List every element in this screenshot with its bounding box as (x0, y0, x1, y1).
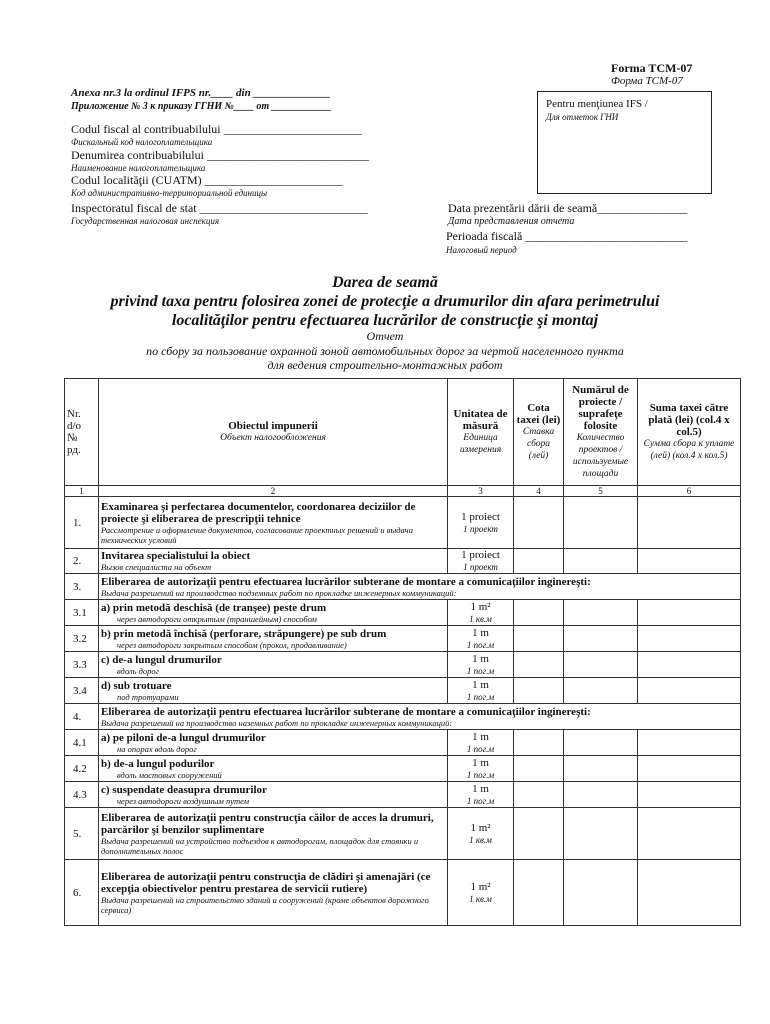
row-number: 3.4 (65, 678, 99, 704)
rate-cell[interactable] (514, 652, 564, 678)
row-object (99, 860, 448, 926)
row-unit-ro: 1 m (472, 782, 489, 795)
row-object (99, 574, 741, 600)
fiscal-period-label-ru: Налоговый период (446, 245, 517, 255)
row-unit-ro: 1 m² (470, 880, 491, 893)
col-header-object-ro: Obiectul impunerii (228, 420, 318, 432)
table-row (65, 549, 741, 574)
ifs-note-box[interactable] (537, 91, 712, 194)
row-object (99, 808, 448, 860)
rate-cell[interactable] (514, 678, 564, 704)
row-object-ro: Invitarea specialistului la obiect (101, 550, 251, 562)
table-row (65, 756, 741, 782)
doc-title-line2: privind taxa pentru folosirea zonei de protecţie a drumurilor din afara perimetrului (110, 293, 660, 310)
col-header-sum (638, 379, 741, 486)
col-number: 1 (65, 486, 99, 497)
row-unit-ru: 1 пог.м (466, 769, 495, 780)
row-unit-ro: 1 m (472, 678, 489, 691)
row-object-ro: Eliberarea de autorizaţii pentru efectuarea lucrărilor subterane de montare a comunicaţiilor inginereşti: (101, 575, 591, 588)
rate-cell[interactable] (514, 549, 564, 574)
doc-title-ru-line2: по сбору за пользование охранной зоной автомобильных дорог за чертой населенного пункта (146, 344, 624, 358)
col-header-object-ru: Объект налогообложения (220, 433, 326, 443)
form-code-ru: Форма TCM-07 (611, 75, 683, 87)
sum-cell[interactable] (638, 600, 741, 626)
row-object (99, 704, 741, 730)
count-cell[interactable] (564, 860, 638, 926)
table-row (65, 678, 741, 704)
row-object-ro: Eliberarea de autorizaţii pentru construcţia de clădiri şi amenajări (ce excepţia obiectivelor pentru prestarea de servicii rutiere) (101, 870, 431, 895)
table-row (65, 860, 741, 926)
rate-cell[interactable] (514, 600, 564, 626)
row-unit-ro: 1 m (472, 756, 489, 769)
row-object (99, 756, 448, 782)
row-object-ru: на опорах вдоль дорог (117, 743, 197, 754)
row-unit-ru: 1 кв.м (469, 834, 492, 845)
doc-title-line3: localităţilor pentru efectuarea lucrărilor de construcţie şi montaj (171, 312, 599, 329)
fiscal-code-label-ru: Фискальный код налогоплательщика (71, 137, 213, 147)
row-unit (448, 652, 514, 678)
row-unit-ru: 1 кв.м (469, 613, 492, 624)
annex-ro: Anexa nr.3 la ordinul IFPS nr.____ din ______________ (71, 87, 331, 99)
row-object-ru: через автодороги воздушным путем (117, 795, 250, 806)
row-object (99, 782, 448, 808)
col-header-sum-ru: Сумма сбора к уплате (лей) (кол.4 х кол.5) (643, 439, 735, 461)
row-object-ro: c) suspendate deasupra drumurilor (101, 783, 267, 796)
sum-cell[interactable] (638, 782, 741, 808)
row-object-ru: через автодороги открытым (траншейным) способом (117, 613, 317, 624)
row-object-ru: вдоль мостовых сооружений (117, 769, 222, 780)
doc-title-ru-line3: для ведения строительно-монтажных работ (267, 358, 503, 372)
row-object-ru: Выдача разрешений на устройство подъездов к автодорогам, площадок для стоянки и дополнительных полос (101, 835, 419, 856)
table-row (65, 626, 741, 652)
row-object-ru: Выдача разрешений на производство наземных работ по прокладке инженерных коммуникаций: (101, 717, 453, 728)
row-unit (448, 756, 514, 782)
fiscal-code-field[interactable]: Codul fiscal al contribuabilului _______________________ (71, 122, 362, 136)
col-header-unit-ro: Unitatea de măsură (453, 408, 508, 432)
rate-cell[interactable] (514, 860, 564, 926)
row-unit-ru: 1 кв.м (469, 893, 492, 904)
rate-cell[interactable] (514, 808, 564, 860)
rate-cell[interactable] (514, 626, 564, 652)
table-section-row (65, 704, 741, 730)
sum-cell[interactable] (638, 756, 741, 782)
row-object-ro: Eliberarea de autorizaţii pentru efectuarea lucrărilor subterane de montare a comunicaţiilor inginereşti: (101, 705, 591, 718)
row-unit-ru: 1 пог.м (466, 639, 495, 650)
row-object (99, 549, 448, 574)
row-number: 1. (65, 497, 99, 549)
row-number: 6. (65, 860, 99, 926)
row-number: 2. (65, 549, 99, 574)
row-object (99, 600, 448, 626)
row-object-ro: Examinarea şi perfectarea documentelor, coordonarea deciziilor de proiecte şi eliberarea de prescripţii tehnice (101, 500, 416, 525)
doc-title: Darea de seamă (332, 274, 438, 291)
col-header-count-ro: Numărul de proiecte / suprafeţe folosite (572, 384, 629, 432)
col-header-rate-ro: Cota taxei (lei) (516, 402, 561, 426)
row-object (99, 497, 448, 549)
col-number: 4 (514, 486, 564, 497)
table-row (65, 782, 741, 808)
row-number: 4.2 (65, 756, 99, 782)
count-cell[interactable] (564, 756, 638, 782)
annex-ru: Приложение № 3 к приказу ГГНИ №____ от ____________ (71, 101, 332, 112)
col-number-row (65, 486, 741, 497)
row-object-ro: a) pe piloni de-a lungul drumurilor (101, 731, 266, 744)
count-cell[interactable] (564, 782, 638, 808)
sum-cell[interactable] (638, 730, 741, 756)
row-number: 3.3 (65, 652, 99, 678)
row-unit (448, 730, 514, 756)
row-unit (448, 860, 514, 926)
row-object-ru: Вызов специалиста на объект (101, 562, 212, 572)
row-object-ro: c) de-a lungul drumurilor (101, 653, 222, 666)
table-section-row (65, 574, 741, 600)
row-object-ru: Выдача разрешений на строительство зданий и сооружений (кроме объектов дорожного сервиса) (101, 894, 429, 915)
col-number: 2 (99, 486, 448, 497)
row-unit-ru: 1 пог.м (466, 795, 495, 806)
col-header-nr (65, 379, 99, 486)
taxpayer-name-field[interactable]: Denumirea contribuabilului ___________________________ (71, 148, 369, 162)
row-number: 3.2 (65, 626, 99, 652)
count-cell[interactable] (564, 600, 638, 626)
taxpayer-name-label-ru: Наименование налогоплательщика (71, 163, 206, 173)
rate-cell[interactable] (514, 730, 564, 756)
row-object (99, 730, 448, 756)
col-number: 3 (448, 486, 514, 497)
rate-cell[interactable] (514, 782, 564, 808)
row-unit-ro: 1 m² (470, 600, 491, 613)
count-cell[interactable] (564, 549, 638, 574)
row-number: 3.1 (65, 600, 99, 626)
row-unit-ro: 1 m (472, 730, 489, 743)
col-number: 5 (564, 486, 638, 497)
row-object-ro: b) de-a lungul podurilor (101, 757, 215, 770)
row-unit-ro: 1 m² (470, 821, 491, 834)
row-object (99, 652, 448, 678)
rate-cell[interactable] (514, 497, 564, 549)
table-row (65, 600, 741, 626)
col-header-unit (448, 379, 514, 486)
sum-cell[interactable] (638, 652, 741, 678)
col-number: 6 (638, 486, 741, 497)
sum-cell[interactable] (638, 678, 741, 704)
row-object-ru: Рассмотрение и оформление документов, согласование проектных решений и выдача технических условий (101, 524, 413, 545)
row-unit (448, 600, 514, 626)
locality-code-field[interactable]: Codul localităţii (CUATM) _______________________ (71, 173, 343, 187)
row-unit (448, 497, 514, 549)
row-unit (448, 626, 514, 652)
count-cell[interactable] (564, 497, 638, 549)
row-number: 3. (65, 574, 99, 600)
table-row (65, 652, 741, 678)
ifs-note-label-ru: Для отметок ГНИ (546, 112, 619, 122)
row-unit-ro: 1 proiect (461, 510, 500, 523)
row-object (99, 626, 448, 652)
tax-table (64, 378, 741, 926)
table-row (65, 497, 741, 549)
sum-cell[interactable] (638, 626, 741, 652)
col-header-sum-ro: Suma taxei către plată (lei) (col.4 x col.5) (648, 402, 730, 438)
sum-cell[interactable] (638, 497, 741, 549)
sum-cell[interactable] (638, 549, 741, 574)
row-unit-ro: 1 m (472, 652, 489, 665)
row-number: 4. (65, 704, 99, 730)
col-header-count (564, 379, 638, 486)
row-object-ro: b) prin metodă închisă (perforare, străpungere) pe sub drum (101, 627, 387, 640)
row-object-ro: d) sub trotuare (101, 679, 172, 692)
row-object-ro: Eliberarea de autorizaţii pentru construcţia căilor de acces la drumuri, parcărilor şi benzilor suplimentare (101, 811, 434, 836)
tax-inspectorate-field[interactable]: Inspectoratul fiscal de stat ____________________________ (71, 201, 368, 215)
tax-inspectorate-label-ru: Государственная налоговая инспекция (71, 216, 220, 226)
rate-cell[interactable] (514, 756, 564, 782)
row-object-ro: a) prin metodă deschisă (de tranşee) peste drum (101, 601, 327, 614)
fiscal-period-field[interactable]: Perioada fiscală ___________________________ (446, 229, 688, 243)
row-unit-ro: 1 proiect (461, 549, 500, 561)
col-header-rate-ru: Ставка сбора (лей) (522, 427, 555, 461)
row-object-ru: Выдача разрешений на производство подземных работ по прокладке инженерных коммуникаций: (101, 587, 457, 598)
row-unit-ru: 1 пог.м (466, 665, 495, 676)
count-cell[interactable] (564, 626, 638, 652)
col-header-object (99, 379, 448, 486)
row-unit-ru: 1 пог.м (466, 691, 495, 702)
row-unit (448, 782, 514, 808)
row-number: 4.1 (65, 730, 99, 756)
count-cell[interactable] (564, 652, 638, 678)
col-header-rate (514, 379, 564, 486)
row-number: 4.3 (65, 782, 99, 808)
ifs-note-label: Pentru menţiunea IFS / (546, 98, 648, 110)
row-object (99, 678, 448, 704)
form-code: Forma TCM-07 (611, 61, 693, 75)
count-cell[interactable] (564, 808, 638, 860)
sum-cell[interactable] (638, 808, 741, 860)
locality-code-label-ru: Код административно-территориальной единицы (71, 188, 268, 198)
col-header-count-ru: Количество проектов / используемые площади (572, 433, 629, 479)
row-unit-ru: 1 проект (463, 562, 498, 572)
row-object-ru: вдоль дорог (117, 665, 159, 676)
row-unit-ro: 1 m (472, 626, 489, 639)
row-number: 5. (65, 808, 99, 860)
count-cell[interactable] (564, 730, 638, 756)
count-cell[interactable] (564, 678, 638, 704)
row-unit-ru: 1 пог.м (466, 743, 495, 754)
col-header-unit-ru: Единица измерения (459, 433, 502, 455)
row-object-ru: через автодороги закрытым способом (прокол, продавливание) (117, 639, 347, 650)
submission-date-label-ru: Дата представления отчета (448, 216, 575, 227)
row-unit-ru: 1 проект (463, 523, 498, 534)
table-row (65, 730, 741, 756)
row-unit (448, 549, 514, 574)
col-header-nr-text: Nr. d/o № рд. (67, 408, 82, 456)
table-row (65, 808, 741, 860)
row-object-ru: под тротуарами (117, 691, 179, 702)
row-unit (448, 678, 514, 704)
sum-cell[interactable] (638, 860, 741, 926)
doc-title-ru: Отчет (366, 329, 404, 343)
submission-date-field[interactable]: Data prezentării dării de seamă_______________ (448, 201, 688, 215)
tax-table-body (65, 497, 741, 926)
row-unit (448, 808, 514, 860)
